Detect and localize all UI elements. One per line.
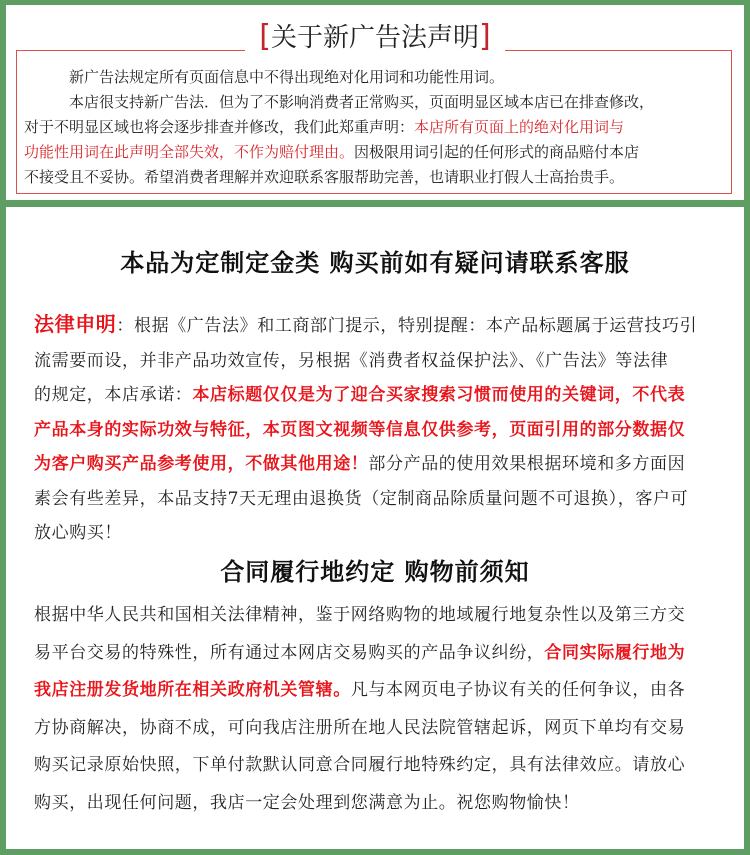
text-line	[34, 482, 730, 517]
highlighted-text: 合同实际履行地为	[544, 642, 686, 663]
text-segment: 购买，出现任何问题，我店一定会处理到您满意为止。祝您购物愉快！	[34, 792, 580, 813]
text-line	[34, 597, 730, 635]
text-segment: 放心购买！	[34, 523, 122, 543]
text-line	[24, 140, 724, 165]
main-panel	[6, 207, 744, 849]
text-segment: 新广告法规定所有页面信息中不得出现绝对化用词和功能性用词。	[69, 68, 505, 86]
ad-law-notice-panel	[6, 5, 744, 200]
text-segment: 因极限用词引起的任何形式的商品赔付本店	[354, 143, 640, 161]
notice-body	[24, 65, 724, 190]
heading-custom-deposit: 本品为定制定金类 购买前如有疑问请联系客服	[120, 249, 630, 277]
highlighted-text: 产品本身的实际功效与特征，本页图文视频等信息仅供参考，页面引用的部分数据仅	[34, 419, 686, 440]
text-line	[24, 115, 724, 140]
text-line	[34, 307, 730, 344]
legal-statement	[34, 307, 730, 551]
bracket-right: ]	[479, 19, 491, 54]
notice-title	[6, 17, 744, 58]
highlighted-text: 功能性用词在此声明全部失效，不作为赔付理由。	[24, 143, 355, 161]
text-line	[34, 710, 730, 748]
text-line	[24, 90, 724, 115]
contract-statement	[34, 597, 730, 822]
text-segment: 部分产品的使用效果根据环境和多方面因	[368, 454, 686, 474]
text-segment: 不接受且不妥协。希望消费者理解并欢迎联系客服帮助完善，也请职业打假人士高抬贵手。	[24, 168, 625, 186]
highlighted-text: 为客户购买产品参考使用，不做其他用途！	[34, 454, 369, 474]
text-segment: 素会有些差异，本品支持7天无理由退换货（定制商品除质量问题不可退换），客户可	[34, 488, 689, 509]
text-line	[34, 378, 730, 413]
highlighted-text: 本店标题仅仅是为了迎合买家搜索习惯而使用的关键词，不代表	[192, 385, 686, 405]
text-segment: ：根据《广告法》和工商部门提示，特别提醒：本产品标题属于运营技巧引	[116, 316, 698, 336]
heading-contract: 合同履行地约定 购物前须知	[220, 558, 530, 586]
bracket-left: [	[259, 19, 271, 54]
text-line	[24, 65, 724, 90]
text-segment: 流需要而设，并非产品功效宣传，另根据《消费者权益保护法》、《广告法》等法律	[34, 350, 669, 371]
text-line	[24, 165, 724, 190]
text-line	[34, 747, 730, 785]
text-segment: 凡与本网页电子协议有关的任何争议，由各	[350, 680, 686, 700]
text-segment: 购买记录原始快照，下单付款默认同意合同履行地特殊约定，具有法律效应。请放心	[34, 755, 686, 775]
text-segment: 方协商解决，协商不成，可向我店注册所在地人民法院管辖起诉，网页下单均有交易	[34, 717, 686, 738]
highlighted-text: 我店注册发货地所在相关政府机关管辖。	[34, 680, 351, 700]
text-segment: 的规定，本店承诺：	[34, 385, 193, 405]
text-line	[34, 635, 730, 673]
highlighted-text: 本店所有页面上的绝对化用词与	[414, 118, 625, 136]
text-line	[34, 413, 730, 448]
text-segment: 本店很支持新广告法．但为了不影响消费者正常购买，页面明显区域本店已在排查修改，	[69, 93, 655, 111]
text-line	[34, 516, 730, 551]
text-segment: 根据中华人民共和国相关法律精神，鉴于网络购物的地域履行地复杂性以及第三方交	[34, 605, 686, 625]
text-segment: 对于不明显区域也将会逐步排查并修改，我们此郑重声明：	[24, 118, 415, 136]
text-segment: 易平台交易的特殊性，所有通过本网店交易购买的产品争议纠纷，	[34, 642, 545, 663]
text-line	[34, 447, 730, 482]
text-line	[34, 344, 730, 379]
notice-title-text: 关于新广告法声明	[270, 23, 479, 53]
highlighted-text: 法律申明	[34, 312, 117, 336]
text-line	[34, 672, 730, 710]
text-line	[34, 785, 730, 823]
